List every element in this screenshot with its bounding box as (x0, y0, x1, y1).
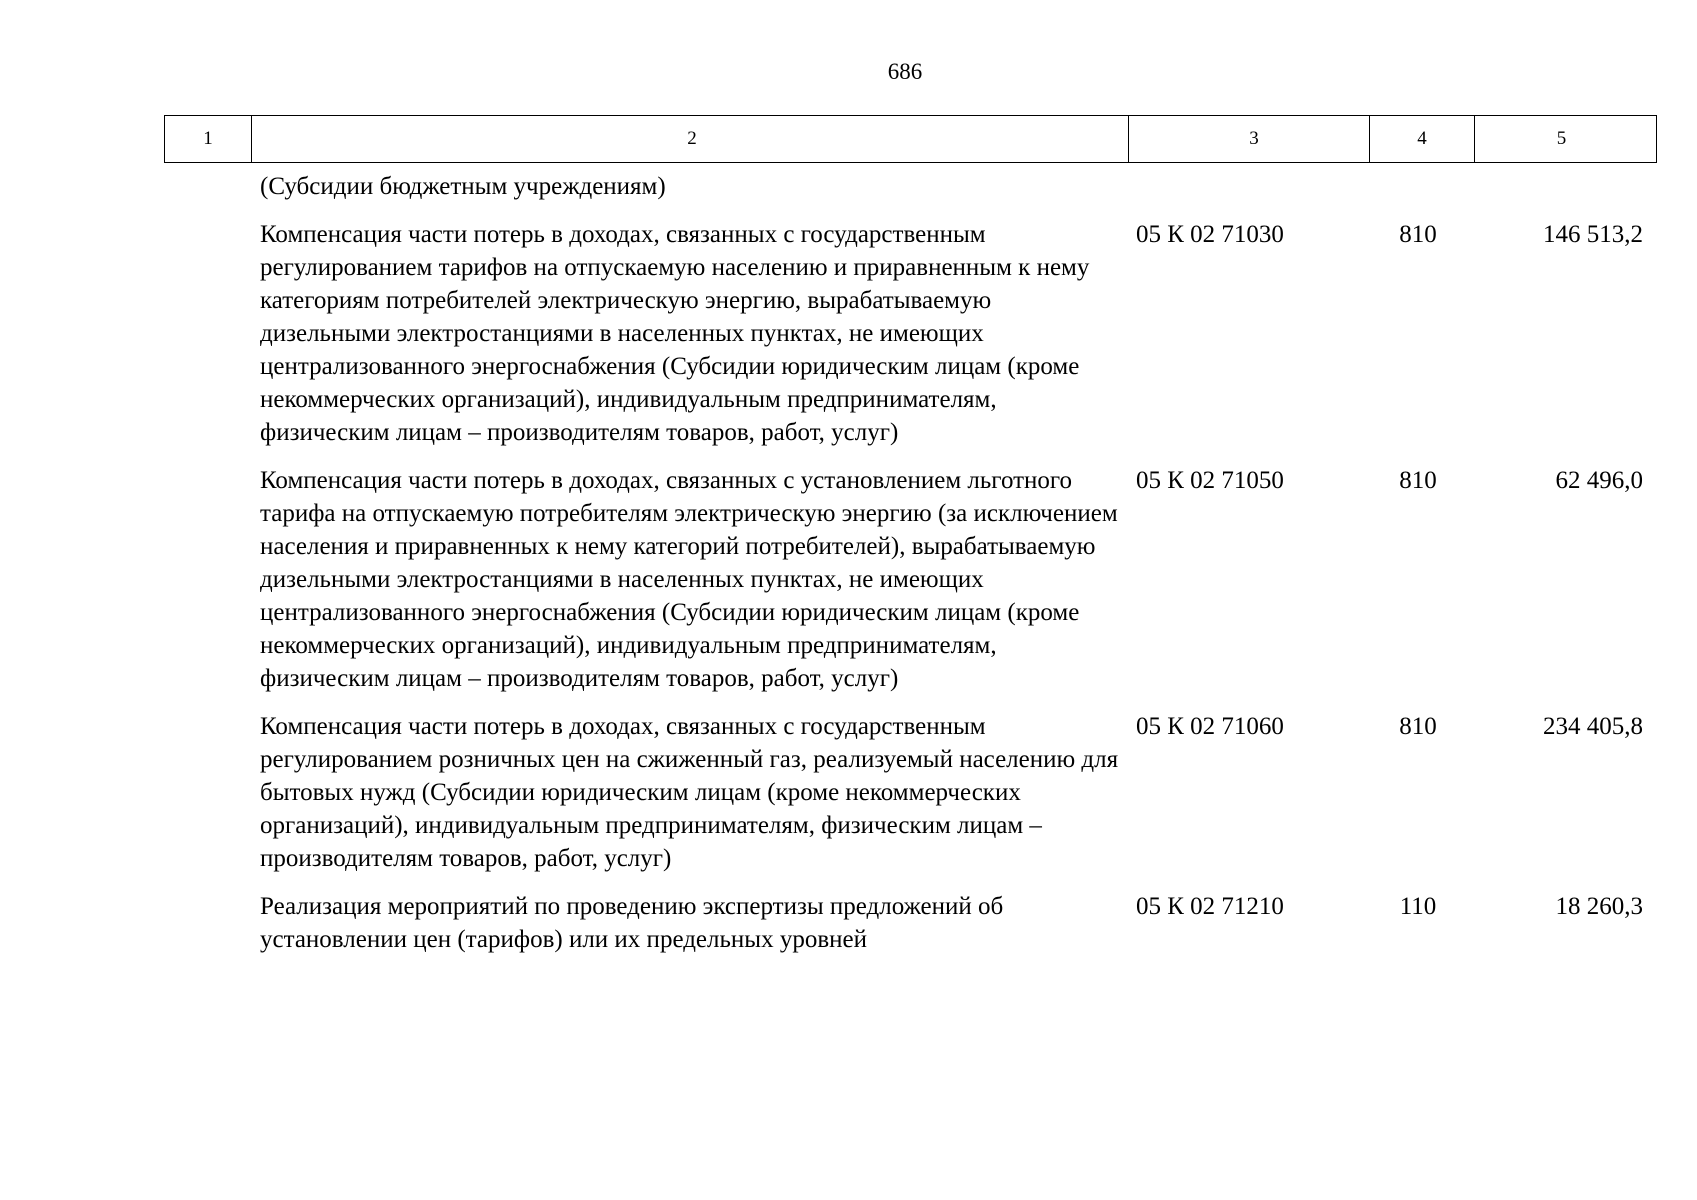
row-description: (Субсидии бюджетным учреждениям) (260, 173, 666, 200)
row-description: Компенсация части потерь в доходах, связанных с государственным регулированием розничных цен на сжиженный газ, реализуемый населению для бытовых нужд (Субсидии юридическим лицам (кроме некоммерческих организаций), индивидуальным предпринимателям, физическим лицам – производителям товаров, работ, услуг) (260, 713, 1119, 872)
row-number-cell (164, 695, 250, 875)
budget-table (164, 170, 1651, 956)
table-row (164, 875, 1651, 956)
row-type: 810 (1399, 713, 1437, 740)
column-header-5: 5 (1475, 116, 1657, 163)
row-number-cell (164, 875, 250, 956)
row-amount: 62 496,0 (1555, 467, 1643, 494)
column-header-3: 3 (1129, 116, 1370, 163)
page-number: 686 (887, 59, 923, 84)
column-header-1: 1 (165, 116, 252, 163)
row-type: 810 (1399, 221, 1437, 248)
table-row (164, 203, 1651, 449)
row-code: 05 К 02 71030 (1136, 221, 1284, 248)
table-row (164, 695, 1651, 875)
column-header-2: 2 (252, 116, 1129, 163)
row-number-cell (164, 203, 250, 449)
row-amount: 18 260,3 (1555, 893, 1643, 920)
table-row (164, 449, 1651, 695)
table-row (164, 170, 1651, 203)
row-code: 05 К 02 71210 (1136, 893, 1284, 920)
column-header-4: 4 (1370, 116, 1475, 163)
row-type (1366, 170, 1470, 203)
row-type: 810 (1399, 467, 1437, 494)
row-number-cell (164, 449, 250, 695)
row-amount: 234 405,8 (1543, 713, 1643, 740)
column-header-table (164, 115, 1657, 163)
row-amount: 146 513,2 (1543, 221, 1643, 248)
row-description: Компенсация части потерь в доходах, связанных с государственным регулированием тарифов на отпускаемую населению и приравненным к нему категориям потребителей электрическую энергию, вырабатываемую дизельными электростанциями в населенных пунктах, не имеющих централизованного энергоснабжения (Субсидии юридическим лицам (кроме некоммерческих организаций), индивидуальным предпринимателям, физическим лицам – производителям товаров, работ, услуг) (260, 221, 1090, 446)
row-code: 05 К 02 71060 (1136, 713, 1284, 740)
column-header-row (165, 116, 1657, 163)
row-type: 110 (1399, 893, 1437, 920)
row-description: Реализация мероприятий по проведению экспертизы предложений об установлении цен (тарифов) или их предельных уровней (260, 893, 1004, 953)
row-code: 05 К 02 71050 (1136, 467, 1284, 494)
row-amount (1470, 170, 1651, 203)
row-description: Компенсация части потерь в доходах, связанных с установлением льготного тарифа на отпускаемую потребителям электрическую энергию (за исключением населения и приравненных к нему категорий потребителей), вырабатываемую дизельными электростанциями в населенных пунктах, не имеющих централизованного энергоснабжения (Субсидии юридическим лицам (кроме некоммерческих организаций), индивидуальным предпринимателям, физическим лицам – производителям товаров, работ, услуг) (260, 467, 1118, 692)
row-number-cell (164, 170, 250, 203)
row-code (1126, 170, 1366, 203)
